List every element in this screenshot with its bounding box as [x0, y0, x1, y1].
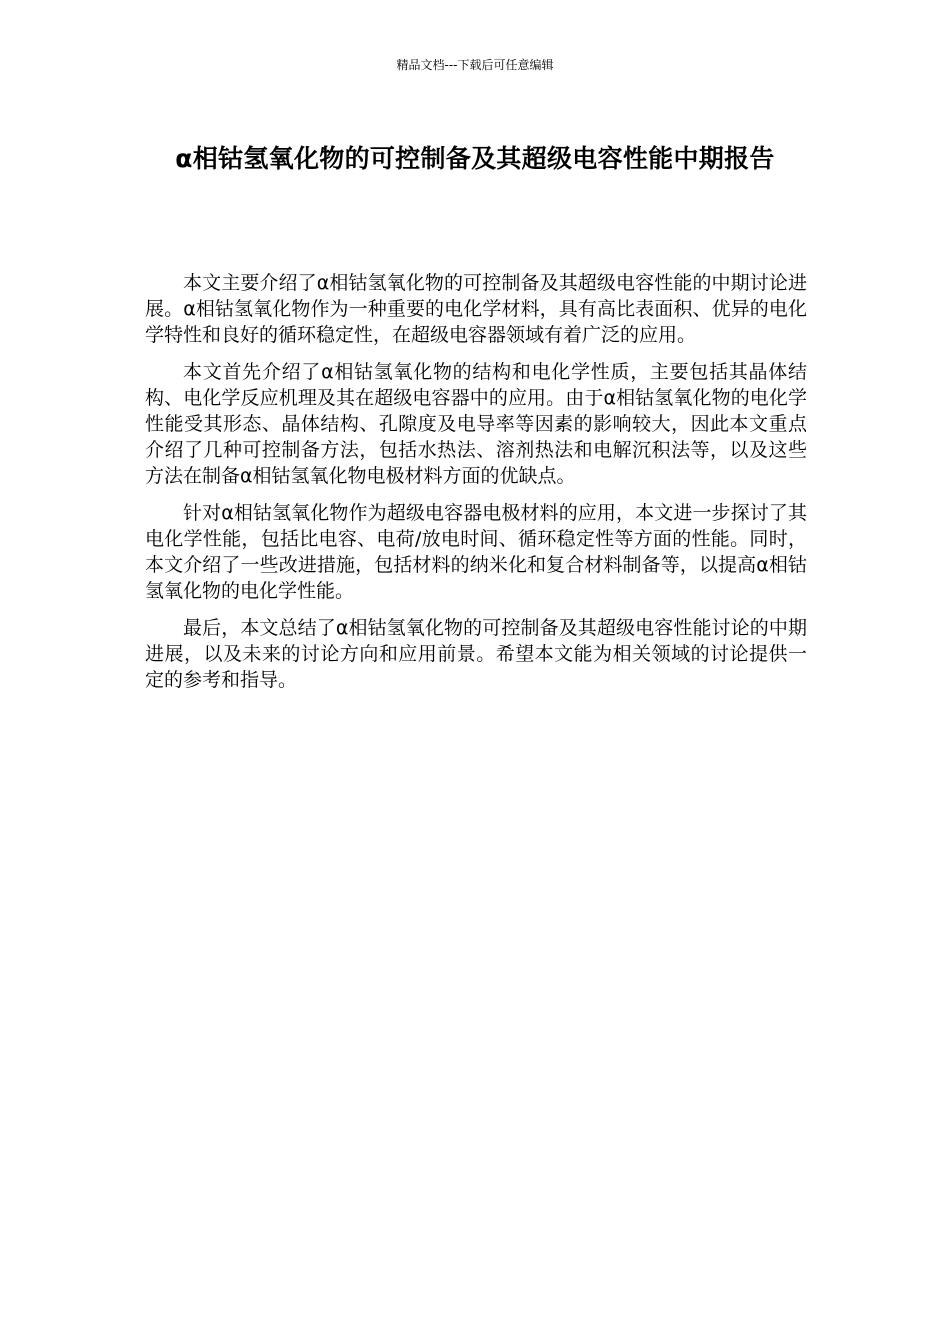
paragraph-conclusion: 最后，本文总结了α相钴氢氧化物的可控制备及其超级电容性能讨论的中期进展，以及未来的讨论方向和应用前景。希望本文能为相关领域的讨论提供一定的参考和指导。 [145, 617, 807, 691]
paragraph-intro: 本文主要介绍了α相钴氢氧化物的可控制备及其超级电容性能的中期讨论进展。α相钴氢氧化物作为一种重要的电化学材料，具有高比表面积、优异的电化学特性和良好的循环稳定性，在超级电容器领域有着广泛的应用。 [145, 272, 807, 346]
document-title: α相钴氢氧化物的可控制备及其超级电容性能中期报告 [175, 144, 775, 173]
paragraph-structure-and-methods: 本文首先介绍了α相钴氢氧化物的结构和电化学性质，主要包括其晶体结构、电化学反应机理及其在超级电容器中的应用。由于α相钴氢氧化物的电化学性能受其形态、晶体结构、孔隙度及电导率等因素的影响较大，因此本文重点介绍了几种可控制备方法，包括水热法、溶剂热法和电解沉积法等，以及这些方法在制备α相钴氢氧化物电极材料方面的优缺点。 [145, 361, 807, 487]
page-header: 精品文档---下载后可任意编辑 [396, 58, 554, 72]
document-body [145, 270, 807, 704]
paragraph-electrochemical-performance: 针对α相钴氢氧化物作为超级电容器电极材料的应用，本文进一步探讨了其电化学性能，包括比电容、电荷/放电时间、循环稳定性等方面的性能。同时，本文介绍了一些改进措施，包括材料的纳米化和复合材料制备等，以提高α相钴氢氧化物的电化学性能。 [145, 502, 807, 602]
